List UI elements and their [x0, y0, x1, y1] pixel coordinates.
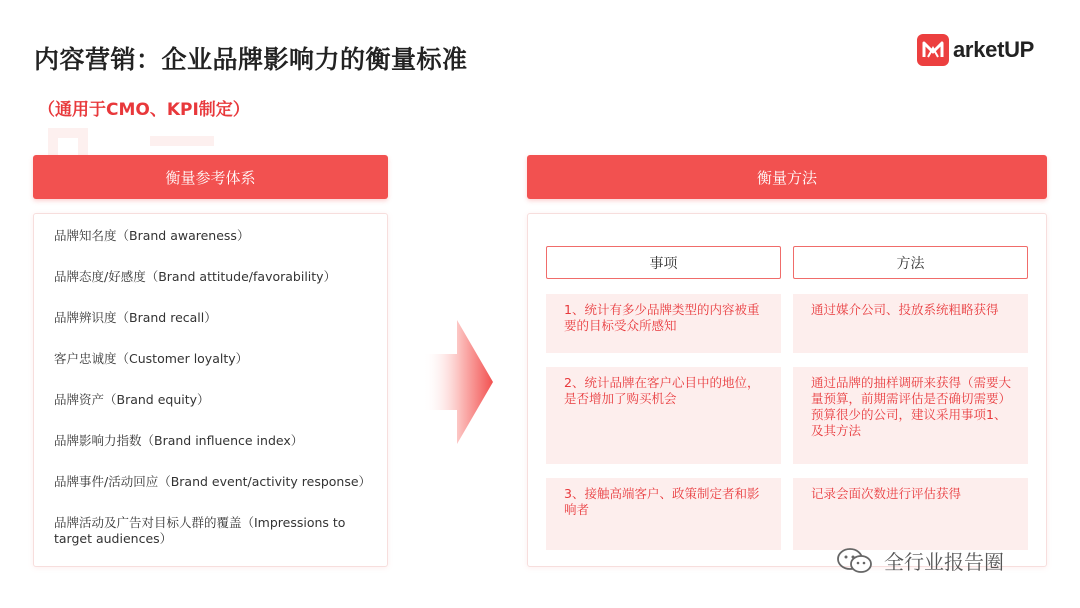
- logo-m-icon: [917, 34, 949, 66]
- brand-logo: [917, 34, 1034, 66]
- metric-item: 客户忠诚度（Customer loyalty）: [54, 351, 249, 366]
- wechat-icon: [836, 547, 874, 575]
- method-cell: 记录会面次数进行评估获得: [793, 478, 1028, 550]
- metric-item: 品牌影响力指数（Brand influence index）: [54, 433, 304, 448]
- watermark: [836, 546, 1004, 575]
- page-title: 内容营销：企业品牌影响力的衡量标准: [34, 45, 468, 74]
- metric-item: 品牌活动及广告对目标人群的覆盖（Impressions to target audiences）: [54, 515, 346, 546]
- reference-system-header: 衡量参考体系: [33, 155, 388, 199]
- method-cell: 通过媒介公司、投放系统粗略获得: [793, 294, 1028, 353]
- decorative-shape: [150, 136, 214, 146]
- metric-item: 品牌知名度（Brand awareness）: [54, 228, 250, 243]
- column-header-item: 事项: [546, 246, 781, 279]
- metric-item: 品牌资产（Brand equity）: [54, 392, 210, 407]
- item-cell: 1、统计有多少品牌类型的内容被重要的目标受众所感知: [546, 294, 781, 353]
- measurement-method-header: 衡量方法: [527, 155, 1047, 199]
- watermark-text: 全行业报告圈: [884, 550, 1004, 574]
- column-header-method: 方法: [793, 246, 1028, 279]
- measurement-method-panel: [527, 213, 1047, 567]
- metric-item: 品牌事件/活动回应（Brand event/activity response）: [54, 474, 372, 489]
- reference-system-panel: [33, 213, 388, 567]
- arrow-right-icon: [423, 320, 493, 444]
- metric-item: 品牌态度/好感度（Brand attitude/favorability）: [54, 269, 337, 284]
- item-cell: 2、统计品牌在客户心目中的地位，是否增加了购买机会: [546, 367, 781, 464]
- logo-text: arketUP: [953, 37, 1035, 62]
- page-subtitle: （通用于CMO、KPI制定）: [38, 100, 250, 120]
- metric-item: 品牌辨识度（Brand recall）: [54, 310, 217, 325]
- item-cell: 3、接触高端客户、政策制定者和影响者: [546, 478, 781, 550]
- method-cell: 通过品牌的抽样调研来获得（需要大量预算，前期需评估是否确切需要）预算很少的公司，建议采用事项1、及其方法: [793, 367, 1028, 464]
